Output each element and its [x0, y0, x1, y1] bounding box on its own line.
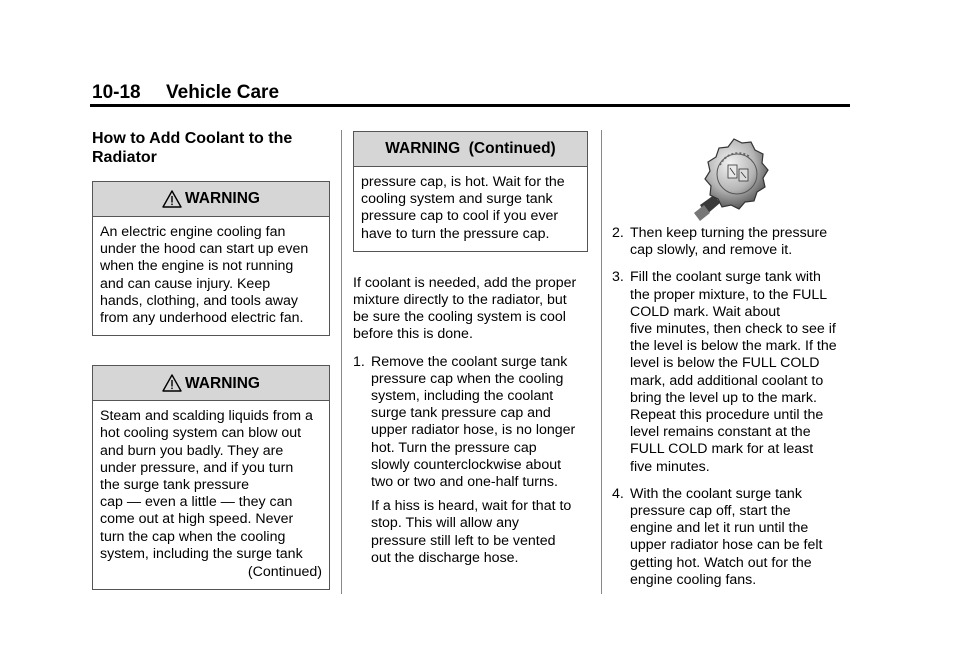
list-text	[630, 225, 854, 259]
warning-text-line: cooling system and surge tank	[361, 191, 553, 208]
list-text-line: FULL COLD mark for at least	[630, 441, 814, 458]
warning-text-line: Steam and scalding liquids from a	[100, 408, 313, 425]
list-text-line: COLD mark. Wait about	[630, 303, 781, 320]
list-number: 3.	[612, 269, 624, 286]
list-item	[353, 354, 588, 492]
column-divider-2	[601, 130, 602, 594]
list-text-line: mark, add additional coolant to	[630, 372, 824, 389]
warning-text-line: come out at high speed. Never	[100, 511, 294, 528]
list-text-line: five minutes, then check to see if	[630, 321, 836, 338]
list-number: 1.	[353, 353, 365, 370]
list-item	[612, 225, 854, 259]
warning-triangle-icon	[162, 190, 182, 208]
column-divider-1	[341, 130, 342, 594]
list-text-line: With the coolant surge tank	[630, 485, 802, 502]
warning-title-bar	[354, 132, 587, 167]
list-text-line: Fill the coolant surge tank with	[630, 269, 821, 286]
paragraph-line: If coolant is needed, add the proper	[353, 274, 577, 291]
intro-paragraph	[353, 275, 588, 344]
warning-text-line: An electric engine cooling fan	[100, 224, 286, 240]
warning-title-bar	[93, 366, 329, 401]
header-rule	[90, 104, 850, 107]
list-text-line: level is below the FULL COLD	[630, 355, 820, 372]
list-text	[630, 486, 854, 589]
warning-text-line: under the hood can start up even	[100, 241, 309, 258]
warning-text-line: turn the cap when the cooling	[100, 528, 286, 545]
warning-text-line: pressure cap to cool if you ever	[361, 208, 559, 225]
list-text-line: hot. Turn the pressure cap	[371, 439, 537, 456]
list-text-line: surge tank pressure cap and	[371, 405, 551, 422]
warning-text-line: and burn you badly. They are	[100, 442, 284, 459]
warning-box-steam	[92, 365, 330, 590]
warning-text-line: hands, clothing, and tools away	[100, 292, 298, 309]
list-text-line: stop. This will allow any	[371, 515, 519, 532]
paragraph-line: mixture directly to the radiator, but	[353, 292, 567, 309]
list-text-line: two or two and one-half turns.	[371, 474, 558, 491]
pressure-cap-illustration-icon	[690, 135, 772, 221]
list-text-line: Remove the coolant surge tank	[371, 353, 568, 370]
list-text-line: five minutes.	[630, 458, 710, 475]
list-text-line: engine and let it run until the	[630, 520, 809, 537]
list-item	[612, 269, 854, 475]
warning-text-line: pressure cap, is hot. Wait for the	[361, 174, 565, 190]
warning-text-line: have to turn the pressure cap.	[361, 225, 550, 242]
warning-text-line: cap — even a little — they can	[100, 494, 293, 511]
list-text-line: getting hot. Watch out for the	[630, 554, 812, 571]
warning-title: WARNING	[185, 190, 260, 208]
list-text-line: upper radiator hose, is no longer	[371, 422, 576, 439]
list-text	[630, 269, 854, 475]
warning-box-fan	[92, 181, 330, 336]
column-3	[612, 131, 854, 589]
warning-text-line: when the engine is not running	[100, 258, 294, 275]
list-text-line: pressure cap off, start the	[630, 503, 791, 520]
warning-title-bar	[93, 182, 329, 217]
list-text-line: bring the level up to the mark.	[630, 389, 817, 406]
list-item	[612, 486, 854, 589]
list-text-line: pressure still left to be vented	[371, 532, 556, 549]
continued-label: (Continued)	[247, 564, 322, 581]
list-text-line: level remains constant at the	[630, 424, 811, 441]
warning-text-line: from any underhood electric fan.	[100, 310, 304, 327]
warning-body	[93, 401, 329, 589]
list-text-line: the level is below the mark. If the	[630, 338, 837, 355]
list-text-line: upper radiator hose can be felt	[630, 537, 823, 554]
page-number: 10-18	[92, 82, 141, 103]
warning-text-line: hot cooling system can blow out	[100, 425, 302, 442]
list-sub-paragraph	[371, 498, 588, 567]
list-text-line: system, including the coolant	[371, 388, 554, 405]
list-number: 4.	[612, 485, 624, 502]
warning-body	[93, 217, 329, 335]
section-heading	[92, 129, 330, 167]
warning-triangle-icon	[162, 374, 182, 392]
warning-box-continued	[353, 131, 588, 252]
section-title: Vehicle Care	[166, 82, 280, 103]
list-text-line: Repeat this procedure until the	[630, 407, 824, 424]
warning-text-line: the surge tank pressure	[100, 477, 250, 494]
list-text-line: slowly counterclockwise about	[371, 456, 562, 473]
warning-text-line: and can cause injury. Keep	[100, 275, 271, 292]
page-header	[92, 82, 279, 104]
warning-text-line: system, including the surge tank	[100, 545, 303, 562]
paragraph-line: before this is done.	[353, 326, 473, 343]
list-text-line: out the discharge hose.	[371, 549, 519, 566]
warning-text-line: under pressure, and if you turn	[100, 459, 294, 476]
section-heading-line: How to Add Coolant to the	[92, 130, 293, 147]
list-text-line: engine cooling fans.	[630, 571, 757, 588]
warning-title: WARNING (Continued)	[385, 140, 556, 158]
list-text-line: Then keep turning the pressure	[630, 225, 828, 241]
list-text-line: If a hiss is heard, wait for that to	[371, 498, 572, 515]
warning-body	[354, 167, 587, 251]
image-area	[612, 131, 854, 225]
list-text	[371, 354, 588, 492]
column-2	[353, 131, 588, 567]
list-number: 2.	[612, 225, 624, 241]
column-1	[92, 129, 330, 590]
list-text-line: pressure cap when the cooling	[371, 370, 564, 387]
paragraph-line: be sure the cooling system is cool	[353, 309, 566, 326]
list-text-line: the proper mixture, to the FULL	[630, 286, 828, 303]
warning-title: WARNING	[185, 374, 260, 392]
section-heading-line: Radiator	[92, 149, 157, 166]
list-text-line: cap slowly, and remove it.	[630, 242, 793, 259]
